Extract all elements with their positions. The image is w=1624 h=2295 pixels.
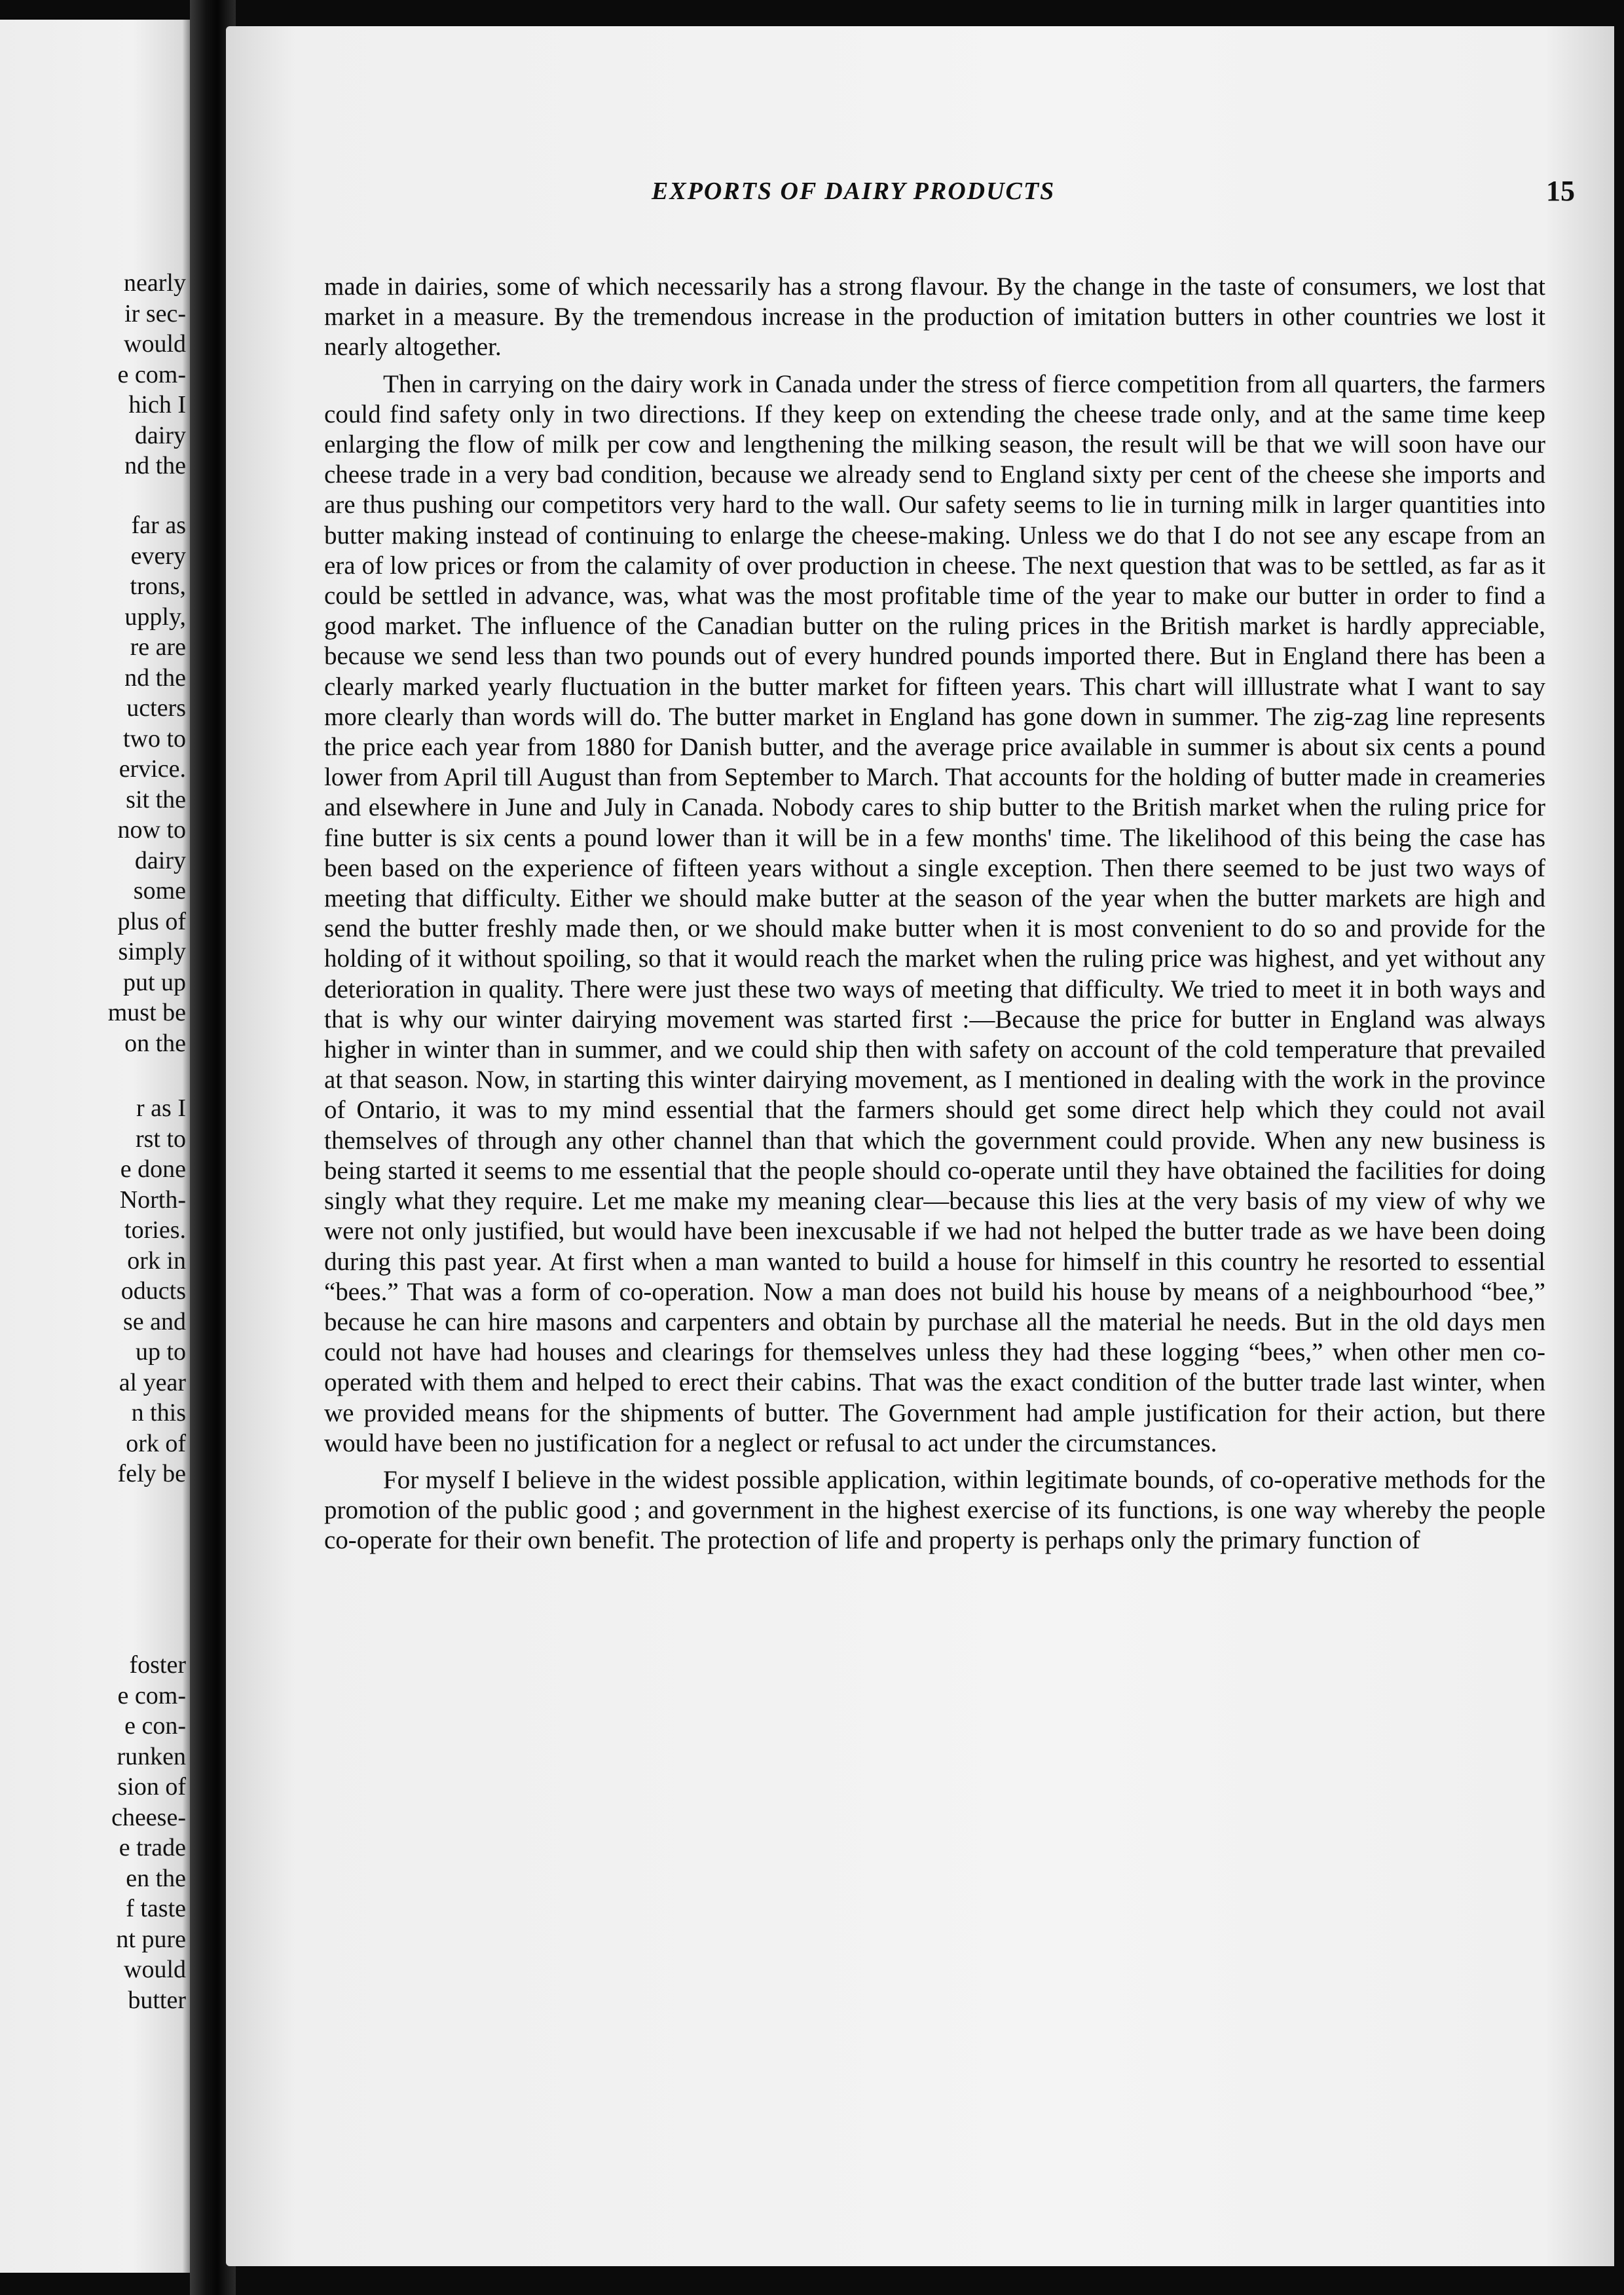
left-page-fragment: simply — [118, 938, 186, 965]
left-page-fragment: e done — [120, 1155, 186, 1183]
left-page-fragment: butter — [128, 1986, 186, 2014]
left-page-fragment: e com- — [117, 360, 186, 388]
left-page-fragment: put up — [122, 968, 186, 996]
left-page-fragment: se and — [122, 1307, 186, 1335]
page-15 — [226, 26, 1614, 2266]
page-header — [226, 177, 1614, 216]
left-page-fragment: e com- — [117, 1681, 186, 1709]
running-title: EXPORTS OF DAIRY PRODUCTS — [652, 177, 1056, 205]
left-page-fragment: nd the — [124, 452, 186, 479]
left-facing-page — [0, 20, 190, 2273]
left-page-fragment: nearly — [124, 269, 186, 297]
left-page-fragment: sit the — [126, 785, 186, 813]
left-page-fragment: must be — [107, 999, 186, 1026]
left-page-fragment: tories. — [124, 1216, 186, 1244]
left-page-fragment: every — [130, 542, 186, 570]
left-page-fragment: plus of — [117, 907, 186, 935]
body-text — [324, 272, 1545, 1556]
left-page-fragment: e con- — [124, 1712, 186, 1740]
left-page-fragment: cheese- — [111, 1803, 186, 1831]
left-page-fragment: dairy — [134, 421, 186, 449]
left-page-fragment: would — [124, 1956, 186, 1983]
left-page-fragment: some — [133, 877, 186, 905]
left-page-fragment: nd the — [124, 663, 186, 692]
left-page-fragment: r as I — [136, 1094, 186, 1122]
left-page-fragment: now to — [117, 816, 186, 844]
paragraph-continuation: made in dairies, some of which necessarily has a strong flavour. By the change in the taste of consumers, we lost that market in a measure. By the tremendous increase in the production of imitation butters in other countries we lost it nearly altogether. — [324, 272, 1545, 362]
left-page-fragment: rst to — [135, 1125, 186, 1153]
left-page-fragment: en the — [126, 1864, 186, 1892]
left-page-fragment: ir sec- — [124, 299, 186, 327]
left-page-fragment: on the — [124, 1029, 186, 1057]
left-page-fragment: up to — [135, 1338, 186, 1366]
left-page-fragment: two to — [122, 724, 186, 753]
left-page-fragment: sion of — [117, 1773, 186, 1801]
left-page-fragment: runken — [117, 1742, 186, 1770]
left-page-fragment: upply, — [124, 603, 186, 631]
paragraph-competition: Then in carrying on the dairy work in Canada under the stress of fierce competition from all quarters, the farmers could find safety only in two directions. If they keep on extending the cheese trade only, and at the same time keep enlarging the flow of milk per cow and lengthening the milking season, the result will be that we will soon have our cheese trade in a very bad condition, because we already send to England sixty per cent of the cheese she imports and are thus pushing our competitors very hard to the wall. Our safety seems to lie in turning milk in larger quantities into butter making instead of continuing to enlarge the cheese-making. Unless we do that I do not see any escape from an era of low prices or from the calamity of over production in cheese. The next question that was to be settled, as far as it could be settled in advance, was, what was the most profitable time of the year to make our butter in order to find a good market. The influence of the Canadian butter on the ruling prices in the British market is hardly appreciable, because we send less than two pounds out of every hundred pounds imported there. But in England there has been a clearly marked yearly fluctuation in the butter market for fifteen years. This chart will illlustrate what I want to say more clearly than words will do. The butter market in England has gone down in summer. The zig-zag line represents the price each year from 1880 for Danish butter, and the average price available in summer is about six cents a pound lower from April till August than from September to March. That accounts for the holding of butter made in creameries and elsewhere in June and July in Canada. Nobody cares to ship butter to the British market when the ruling price for fine butter is six cents a pound lower than it will be in a few months' time. The likelihood of this being the case has been based on the experience of fifteen years without a single exception. Then there seemed to be just two ways of meeting that difficulty. Either we should make butter at the season of the year when the butter markets are high and send the butter freshly made then, or we should make butter when it is most convenient to do so and provide for the holding of it without spoiling, so that it would reach the market when the ruling price was highest, and yet without any deterioration in quality. There were just these two ways of meeting that difficulty. We tried to meet it in both ways and that is why our winter dairying movement was started first :—Because the price for butter in England was always higher in winter than in summer, and we could ship then with safety on account of the cold temperature that prevailed at that season. Now, in starting this winter dairying movement, as I mentioned in dealing with the work in the province of Ontario, it was to my mind essential that the farmers should get some direct help which they could not avail themselves of through any other channel than that which the government could provide. When any new business is being started it seems to me essential that the people should co-operate until they have obtained the facilities for doing singly what they require. Let me make my meaning clear—because this lies at the very basis of my view of why we were not only justified, but would have been inexcusable if we had not helped the butter trade as we have been doing during this past year. At first when a man wanted to build a house for himself in this country he resorted to essential “bees.” That was a form of co-operation. Now a man does not build his house by means of a neighbourhood “bee,” because he can hire masons and carpenters and obtain by purchase all the material he needs. But in the old days men could not have had houses and clearings for themselves unless they had these logging “bees,” when other men co-operated with them and helped to erect their cabins. That was the exact condition of the butter trade last winter, when we provided means for the shipments of butter. The Government had ample justification for their action, but there would have been no justification for a neglect or refusal to act under the circumstances. — [324, 369, 1545, 1457]
left-page-fragment: e trade — [119, 1834, 186, 1861]
left-page-fragment: far as — [131, 512, 186, 539]
page-number: 15 — [1546, 175, 1575, 207]
left-page-fragment: fely be — [117, 1460, 186, 1487]
left-page-fragment: n this — [131, 1399, 186, 1427]
left-page-fragment: dairy — [134, 846, 186, 874]
left-page-fragment: oducts — [120, 1277, 186, 1305]
left-page-fragment: hich I — [128, 391, 186, 419]
left-page-fragment: foster — [129, 1651, 186, 1679]
left-page-fragment: nt pure — [116, 1925, 186, 1953]
left-page-fragment: ucters — [126, 694, 186, 722]
left-page-fragment: North- — [119, 1185, 186, 1214]
left-page-fragment: ork in — [127, 1246, 186, 1275]
left-page-fragment: trons, — [130, 572, 186, 600]
left-page-fragment: ervice. — [119, 755, 186, 783]
left-page-fragment: al year — [119, 1368, 186, 1396]
left-page-fragment: would — [124, 330, 186, 358]
left-page-fragment: ork of — [126, 1429, 186, 1457]
left-page-fragment: f taste — [126, 1895, 186, 1922]
left-page-fragment: re are — [130, 633, 186, 661]
paragraph-co-operative-methods: For myself I believe in the widest possible application, within legitimate bounds, of co-operative methods for the promotion of the public good ; and government in the highest exercise of its functions, is one way whereby the people co-operate for their own benefit. The protection of life and property is perhaps only the primary function of — [324, 1465, 1545, 1555]
